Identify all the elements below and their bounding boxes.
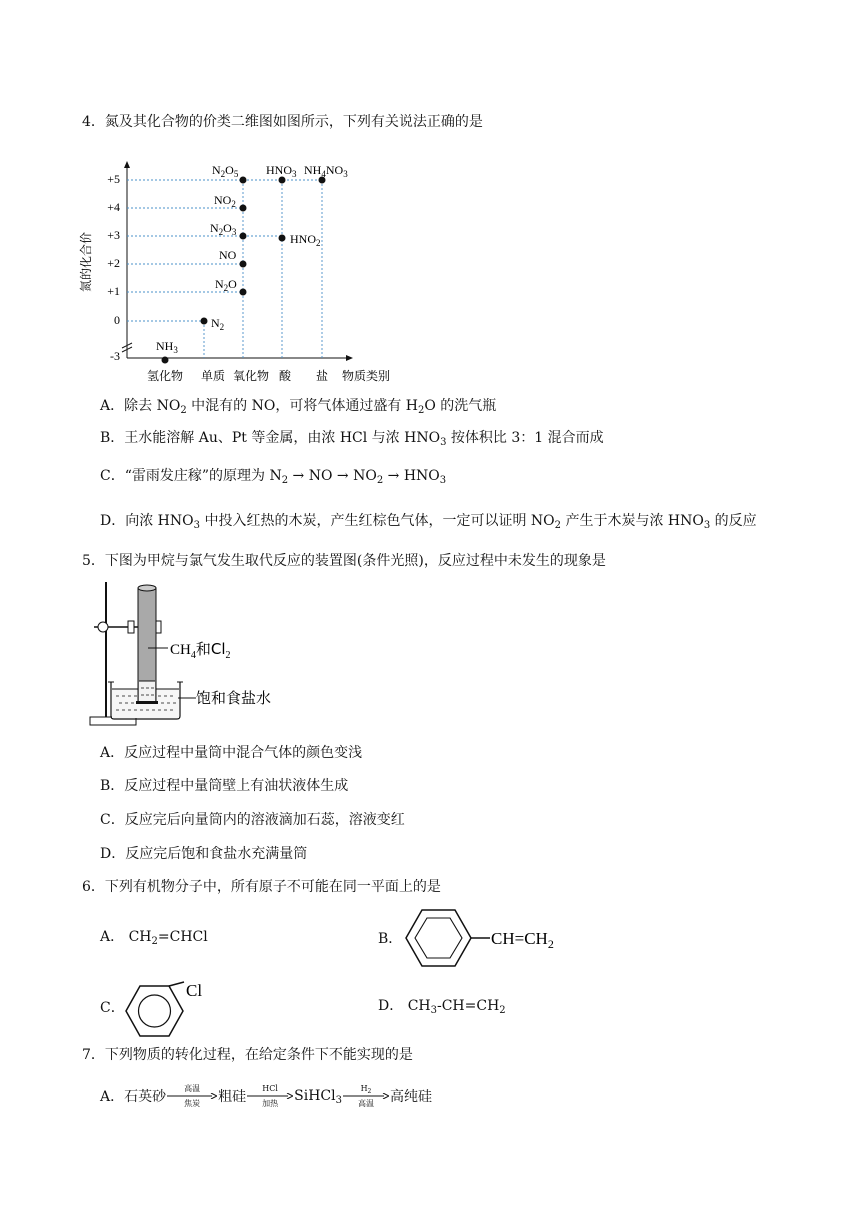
q5-option-c: C．反应完后向量筒内的溶液滴加石蕊，溶液变红 — [100, 812, 405, 828]
liquid-label: 饱和食盐水 — [196, 691, 272, 707]
q6-option-b-styrene — [398, 903, 578, 973]
x-cat-element: 单质 — [200, 369, 226, 383]
vinyl-group: $CH=CH_2$ — [491, 929, 554, 951]
y-tick-0: 0 — [114, 313, 120, 327]
q5-option-d: D．反应完后饱和食盐水充满量筒 — [100, 846, 308, 862]
y-tick-neg3: -3 — [110, 349, 120, 363]
q7-stem — [82, 1045, 413, 1065]
point-nh3 — [162, 357, 169, 364]
q6-stem — [82, 877, 441, 897]
x-cat-salt: 盐 — [315, 369, 329, 383]
q6-option-a: A． $CH_2=CHCl$ — [100, 929, 208, 947]
q5-apparatus-figure — [86, 578, 306, 728]
q4-option-d: D．向浓 $HNO_3$ 中投入红热的木炭，产生红棕色气体，一定可以证明 $NO_2$ 产生于木炭与浓 $HNO_3$ 的反应 — [100, 513, 757, 531]
y-tick-3: +3 — [107, 228, 120, 242]
q6-option-c-chlorobenzene — [120, 978, 230, 1044]
gas-label: $CH_4$和$Cl_2$ — [170, 640, 231, 661]
y-tick-4: +4 — [107, 200, 120, 214]
arrow-1: 高温 焦炭 — [167, 1084, 217, 1108]
x-cat-hydride: 氢化物 — [146, 369, 184, 383]
point-n2o — [240, 289, 247, 296]
arrow-2: HCl 加热 — [247, 1084, 293, 1108]
q4-option-b: B．王水能溶解 Au、Pt 等金属，由浓 HCl 与浓 $HNO_3$ 按体积比 3：1 混合而成 — [100, 430, 604, 448]
label-no2: $NO_2$ — [214, 193, 236, 209]
q6-option-c-key: C． — [100, 1000, 125, 1016]
q4-number: 4． — [82, 114, 105, 130]
chloro-group: Cl — [186, 981, 203, 1000]
q6-stem-text: 下列有机物分子中，所有原子不可能在同一平面上的是 — [104, 879, 441, 895]
arrow-3: $H_2$ 高温 — [343, 1084, 389, 1108]
q6-option-b-key: B． — [378, 931, 403, 947]
q4-valence-class-chart — [76, 152, 396, 386]
point-hno3 — [279, 177, 286, 184]
label-hno3: $HNO_3$ — [266, 163, 297, 179]
q7-stem-text: 下列物质的转化过程，在给定条件下不能实现的是 — [104, 1047, 413, 1063]
point-n2 — [201, 318, 208, 325]
label-nh4no3: $NH_4NO_3$ — [304, 163, 348, 179]
point-n2o3 — [240, 233, 247, 240]
q6-option-d: D． $CH_3-CH=CH_2$ — [378, 998, 506, 1016]
point-no — [240, 261, 247, 268]
q5-stem — [82, 551, 606, 571]
label-no: NO — [219, 248, 237, 262]
y-tick-5: +5 — [107, 172, 120, 186]
y-axis-label: 氮的化合价 — [79, 231, 93, 293]
stand-base — [90, 717, 136, 725]
q4-stem-text: 氮及其化合物的价类二维图如图所示，下列有关说法正确的是 — [104, 114, 483, 130]
label-n2: $N_2$ — [211, 316, 225, 332]
x-axis-label: 物质类别 — [341, 369, 391, 383]
clamp-knob — [98, 622, 108, 632]
label-hno2: $HNO_2$ — [290, 232, 321, 248]
y-tick-1: +1 — [107, 284, 120, 298]
q7-option-a: A． 石英砂 高温 焦炭 粗硅 HCl 加热 SiHCl$_3$ $H_2$ 高温 高纯硅 — [100, 1084, 432, 1108]
label-n2o5: $N_2O_5$ — [212, 163, 239, 179]
q7-number: 7． — [82, 1047, 105, 1063]
q4-option-a: A．除去 $NO_2$ 中混有的 NO，可将气体通过盛有 $H_2O$ 的洗气瓶 — [100, 398, 497, 416]
point-no2 — [240, 205, 247, 212]
q5-number: 5． — [82, 553, 105, 569]
point-hno2 — [279, 235, 286, 242]
x-cat-oxide: 氧化物 — [232, 369, 270, 383]
y-tick-2: +2 — [107, 256, 120, 270]
label-n2o3: $N_2O_3$ — [210, 221, 237, 237]
q5-option-a: A．反应过程中量筒中混合气体的颜色变浅 — [100, 745, 363, 761]
q4-option-c: C．“雷雨发庄稼”的原理为 $N_2$ → NO → $NO_2 \to HNO_3$ — [100, 468, 447, 486]
label-n2o: $N_2O$ — [215, 277, 237, 293]
point-n2o5 — [240, 177, 247, 184]
label-nh3: $NH_3$ — [156, 339, 178, 355]
q5-stem-text: 下图为甲烷与氯气发生取代反应的装置图(条件光照)，反应过程中未发生的现象是 — [104, 553, 606, 569]
q5-option-b: B．反应过程中量筒壁上有油状液体生成 — [100, 778, 349, 794]
q4-stem — [82, 112, 483, 132]
q6-number: 6． — [82, 879, 105, 895]
x-cat-acid: 酸 — [278, 369, 292, 383]
